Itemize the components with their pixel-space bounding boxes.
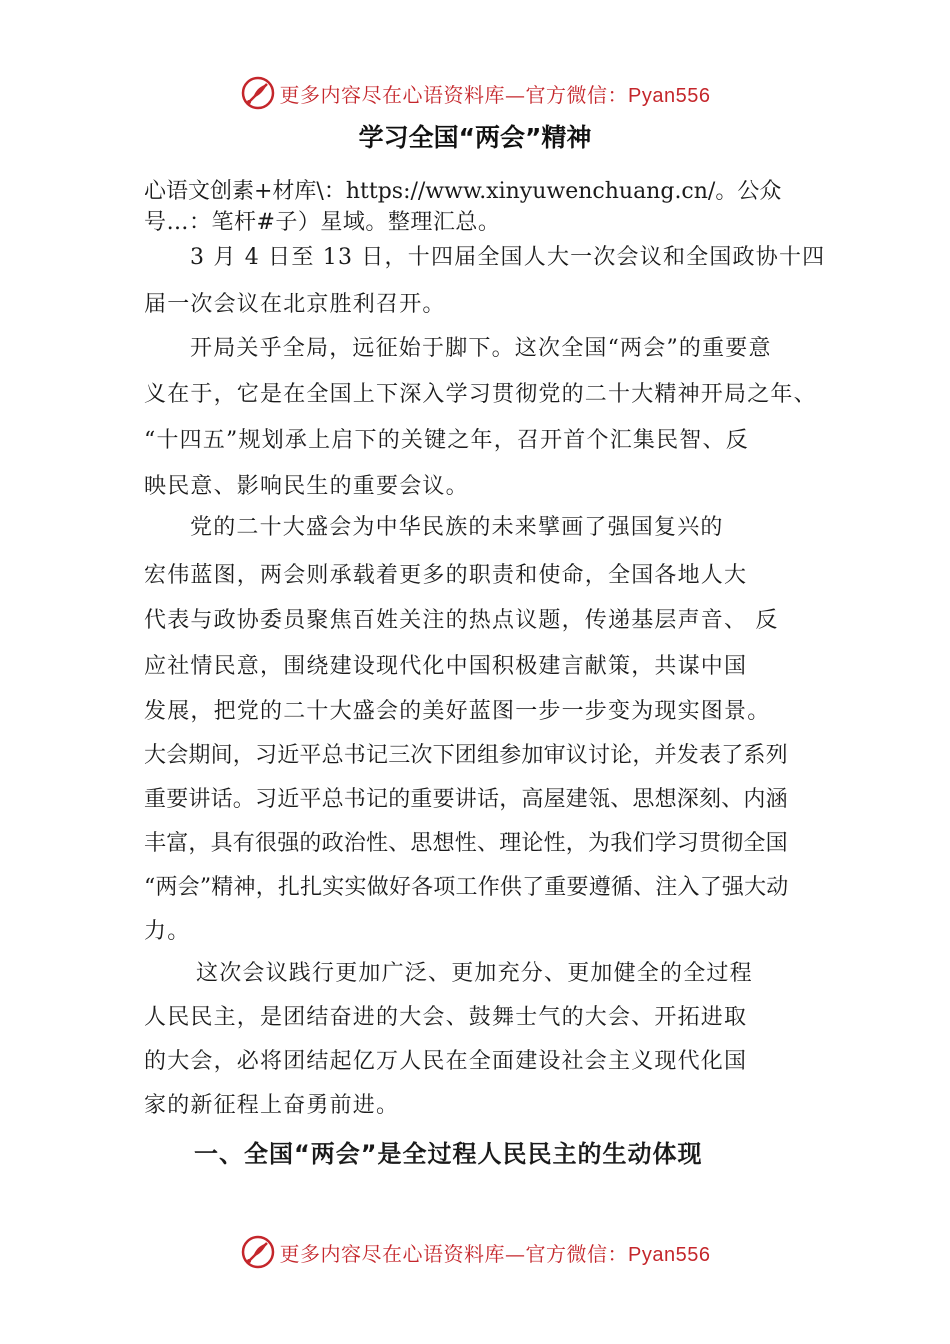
source-note bbox=[144, 176, 844, 238]
text-line: 映民意、影响民生的重要会议。 bbox=[144, 474, 469, 499]
text-line: 宏伟蓝图，两会则承载着更多的职责和使命，全国各地人大 bbox=[144, 563, 748, 588]
text-line: 重要讲话。习近平总书记的重要讲话，高屋建瓴、思想深刻、内涵 bbox=[144, 787, 788, 812]
watermark-text: 更多内容尽在心语资料库—官方微信：Pyan556 bbox=[279, 82, 711, 107]
text-line: 家的新征程上奋勇前进。 bbox=[144, 1093, 400, 1118]
text-line: 这次会议践行更加广泛、更加充分、更加健全的全过程 bbox=[196, 961, 753, 986]
text-line: 大会期间，习近平总书记三次下团组参加审议讨论，并发表了系列 bbox=[144, 743, 788, 768]
quill-pen-logo bbox=[240, 75, 276, 111]
text-line: 发展，把党的二十大盛会的美好蓝图一步一步变为现实图景。 bbox=[144, 699, 771, 724]
source-line: 心语文创素+材库\：https://www.xinyuwenchuang.cn/。公众 bbox=[144, 179, 782, 204]
wechat-id: Pyan556 bbox=[628, 84, 711, 107]
document-title: 学习全国“两会”精神 bbox=[358, 123, 592, 152]
watermark-banner-top bbox=[0, 73, 950, 113]
text-line: 开局关乎全局，远征始于脚下。这次全国“两会”的重要意 bbox=[190, 336, 772, 361]
text-line: 的大会，必将团结起亿万人民在全面建设社会主义现代化国 bbox=[144, 1049, 748, 1074]
text-line: 应社情民意，围绕建设现代化中国积极建言献策，共谋中国 bbox=[144, 654, 748, 679]
text-line: “十四五”规划承上启下的关键之年，召开首个汇集民智、反 bbox=[144, 428, 749, 453]
text-line: 届一次会议在北京胜利召开。 bbox=[144, 292, 446, 317]
watermark-banner-bottom bbox=[0, 1232, 950, 1272]
text-line: “两会”精神，扎扎实实做好各项工作供了重要遵循、注入了强大动 bbox=[144, 875, 789, 900]
text-line: 义在于，它是在全国上下深入学习贯彻党的二十大精神开局之年、 bbox=[144, 382, 817, 407]
section-heading: 一、全国“两会”是全过程人民民主的生动体现 bbox=[194, 1140, 703, 1168]
wechat-id: Pyan556 bbox=[628, 1243, 711, 1266]
text-line: 人民民主，是团结奋进的大会、鼓舞士气的大会、开拓进取 bbox=[144, 1005, 748, 1030]
source-line: 号…：笔杆#子）星域。整理汇总。 bbox=[144, 210, 501, 235]
text-line: 3 月 4 日至 13 日，十四届全国人大一次会议和全国政协十四 bbox=[190, 245, 826, 270]
watermark-text: 更多内容尽在心语资料库—官方微信：Pyan556 bbox=[279, 1241, 711, 1266]
text-line: 力。 bbox=[144, 919, 191, 944]
text-line: 党的二十大盛会为中华民族的未来擘画了强国复兴的 bbox=[190, 515, 724, 540]
text-line: 丰富，具有很强的政治性、思想性、理论性，为我们学习贯彻全国 bbox=[144, 831, 788, 856]
quill-pen-logo bbox=[240, 1234, 276, 1270]
text-line: 代表与政协委员聚焦百姓关注的热点议题，传递基层声音、 反 bbox=[144, 608, 779, 633]
